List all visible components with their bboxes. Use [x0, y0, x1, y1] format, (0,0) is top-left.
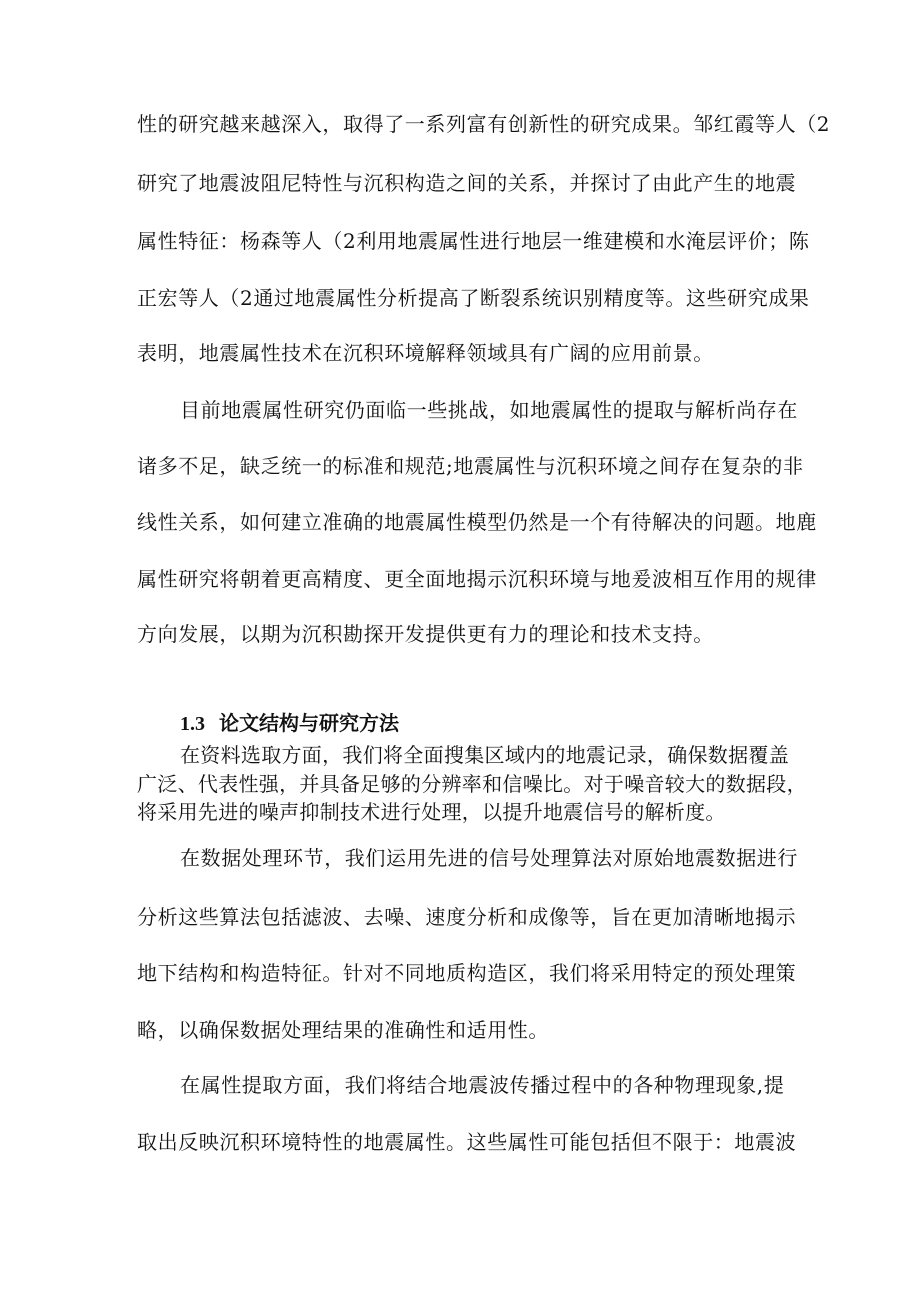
- text-line: 在资料选取方面，我们将全面搜集区域内的地震记录，确保数据覆盖: [180, 743, 789, 767]
- section-heading: [180, 709, 399, 738]
- text-line: 地下结构和构造特征。针对不同地质构造区，我们将采用特定的预处理策: [137, 961, 797, 985]
- text-line: 线性关系，如何建立准确的地震属性模型仍然是一个有待解决的问题。地鹿: [137, 510, 817, 534]
- text-line: 在数据处理环节，我们运用先进的信号处理算法对原始地震数据进行: [180, 846, 798, 870]
- text-line: 性的研究越来越深入，取得了一系列富有创新性的研究成果。邹红霞等人（2: [137, 112, 831, 136]
- text-line: 表明，地震属性技术在沉积环境解释领域具有广阔的应用前景。: [137, 341, 714, 365]
- text-line: 广泛、代表性强，并具备足够的分辨率和信噪比。对于噪音较大的数据段，: [137, 772, 807, 796]
- text-line: 研究了地震波阻尼特性与沉积构造之间的关系，并探讨了由此产生的地震: [137, 171, 797, 195]
- text-line: 正宏等人（2通过地震属性分析提高了断裂系统识别精度等。这些研究成果: [137, 286, 810, 310]
- section-number: 1.3: [180, 713, 205, 735]
- text-line: 方向发展，以期为沉积勘探开发提供更有力的理论和技术支持。: [137, 622, 714, 646]
- text-line: 略，以确保数据处理结果的准确性和适用性。: [137, 1018, 549, 1042]
- text-line: 分析这些算法包括滤波、去噪、速度分析和成像等，旨在更加清晰地揭示: [137, 905, 797, 929]
- text-line: 在属性提取方面，我们将结合地震波传播过程中的各种物理现象,提: [180, 1073, 785, 1097]
- text-line: 属性研究将朝着更高精度、更全面地揭示沉积环境与地爰波相互作用的规律: [137, 567, 817, 591]
- text-line: 属性特征：杨森等人（2利用地震属性进行地层一维建模和水淹层评价；陈: [137, 229, 810, 253]
- text-line: 取出反映沉积环境特性的地震属性。这些属性可能包括但不限于：地震波: [137, 1130, 797, 1154]
- section-title: 论文结构与研究方法: [219, 711, 399, 735]
- text-line: 诸多不足，缺乏统一的标准和规范;地震属性与沉积环境之间存在复杂的非: [137, 454, 804, 478]
- text-line: 目前地震属性研究仍面临一些挑战，如地震属性的提取与解析尚存在: [180, 398, 798, 422]
- text-line: 将采用先进的噪声抑制技术进行处理，以提升地震信号的解析度。: [137, 800, 726, 824]
